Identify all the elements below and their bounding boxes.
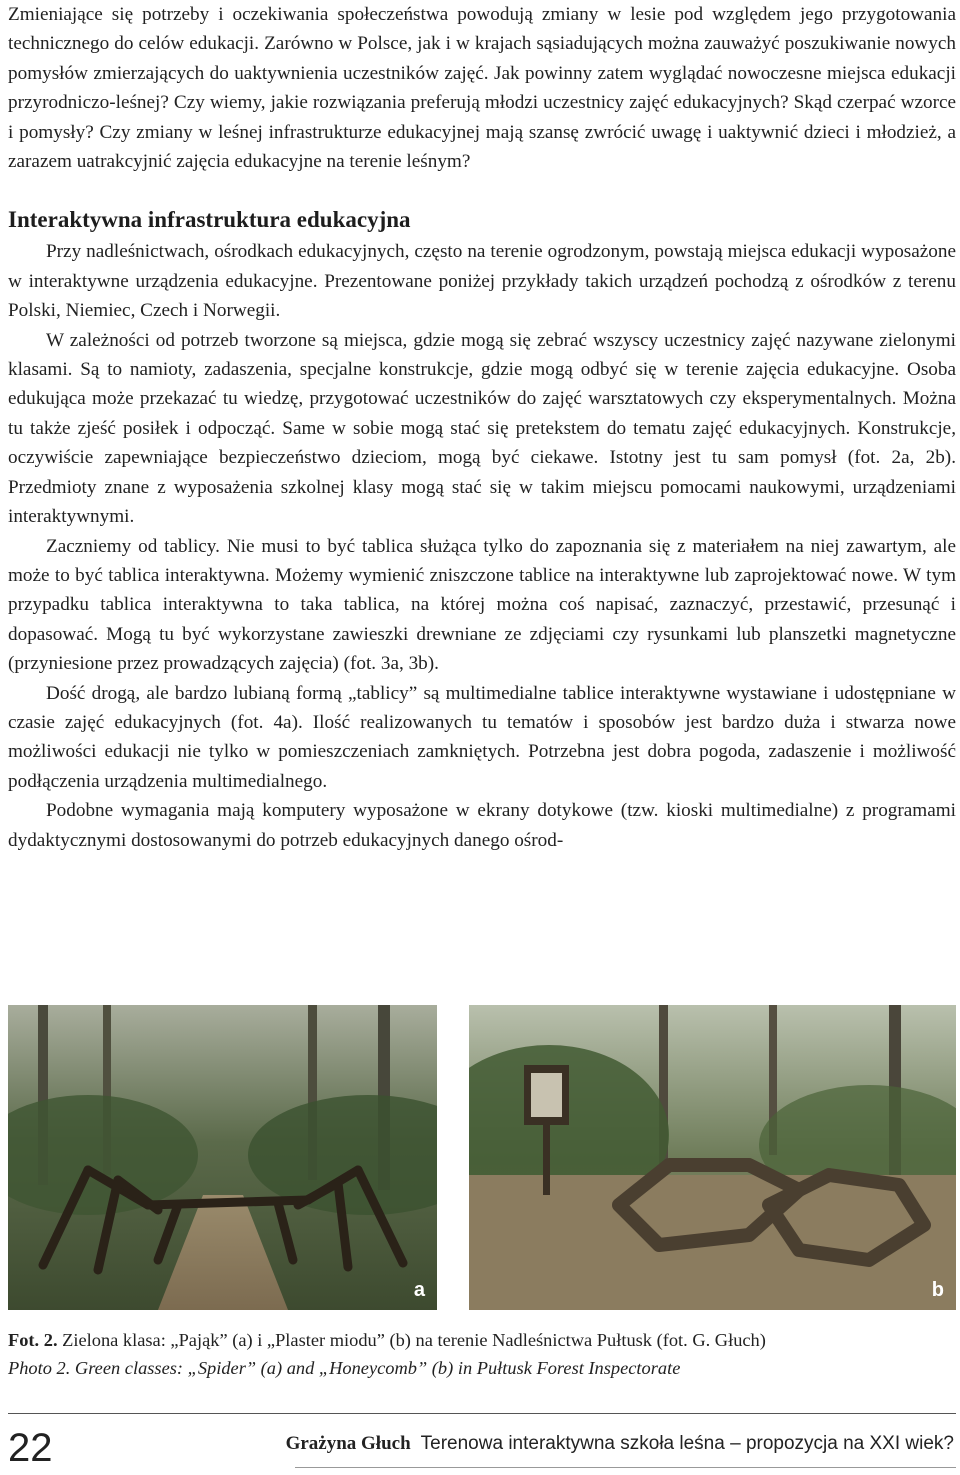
caption-lead: Fot. 2. (8, 1330, 58, 1350)
photo-label-b: b (931, 1279, 944, 1301)
section-heading: Interaktywna infrastruktura edukacyjna (8, 207, 411, 233)
footer-title: Terenowa interaktywna szkoła leśna – propozycja na XXI wiek? (420, 1433, 954, 1454)
intro-paragraph: Zmieniające się potrzeby i oczekiwania społeczeństwa powodują zmiany w lesie pod względem jego przygotowania technicznego do celów edukacji. Zarówno w Polsce, jak i w krajach sąsiadujących można zauważyć poszukiwanie nowych pomysłów zmierzających do uaktywnienia uczestników zajęć. Jak powinny zatem wyglądać nowoczesne miejsca edukacji przyrodniczo-leśnej? Czy wiemy, jakie rozwiązania preferują młodzi uczestnicy zajęć edukacyjnych? Skąd czerpać wzorce i pomysły? Czy zmiany w leśnej infrastrukturze edukacyjnej mają szansę zwrócić uwagę i uaktywnić dzieci i młodzież, a zarazem uatrakcyjnić zajęcia edukacyjne na terenie leśnym? (8, 4, 956, 173)
paragraph-2: W zależności od potrzeb tworzone są miejsca, gdzie mogą się zebrać wszyscy uczestnicy zajęć nazywane zielonymi klasami. Są to namioty, zadaszenia, specjalne konstrukcje, gdzie mogą odbyć się w terenie zajęcia edukacyjne. Osoba edukująca może przekazać tu wiedzę, przygotować uczestników do zajęć warsztatowych czy eksperymentalnych. Można tu także zjeść posiłek i odpocząć. Same w sobie mogą stać się pretekstem do tematu zajęć edukacyjnych. Konstrukcje, oczywiście zapewniające bezpieczeństwo dzieciom, mogą być ciekawe. Istotny jest tu sam pomysł (fot. 2a, 2b). Przedmioty znane z wyposażenia szkolnej klasy mogą stać się w takim miejscu pomocami naukowymi, urządzeniami interaktywnymi. (8, 329, 956, 528)
honeycomb-photo-image (469, 1005, 956, 1310)
caption-english: Photo 2. Green classes: „Spider” (a) and „Honeycomb” (b) in Pułtusk Forest Inspectorate (8, 1358, 681, 1378)
photo-figure (8, 1005, 956, 1310)
paragraph-3: Zaczniemy od tablicy. Nie musi to być tablica służąca tylko do zapoznania się z materiałem na niej zawartym, ale może to być tablica interaktywna. Możemy wymienić zniszczone tablice na interaktywne lub zaprojektować nowe. W tym przypadku tablica interaktywna to taka tablica, na której można coś napisać, zaznaczyć, przestawić, przesunąć i dopasować. Mogą tu być wykorzystane zawieszki drewniane ze zdjęciami czy rysunkami lub planszetki magnetyczne (przyniesione przez prowadzących zajęcia) (fot. 3a, 3b). (8, 535, 956, 675)
article-page (8, 0, 956, 855)
page-number: 22 (8, 1426, 53, 1470)
running-footer (286, 1433, 954, 1455)
photo-honeycomb (469, 1005, 956, 1310)
caption-polish (8, 1326, 956, 1354)
photo-spider (8, 1005, 437, 1310)
paragraph-4: Dość drogą, ale bardzo lubianą formą „tablicy” są multimedialne tablice interaktywne wystawiane i udostępniane w czasie zajęć edukacyjnych (fot. 4a). Ilość realizowanych tu tematów i sposobów jest bardzo duża i stwarza nowe możliwości edukacji nie tylko w pomieszczeniach zamkniętych. Potrzebna jest dobra pogoda, zadaszenie i możliwość podłączenia urządzenia multimedialnego. (8, 682, 956, 792)
paragraph-5: Podobne wymagania mają komputery wyposażone w ekrany dotykowe (tzw. kioski multimedialne) z programami dydaktycznymi dostosowanymi do potrzeb edukacyjnych danego ośrod- (8, 800, 956, 851)
footer-underline (295, 1467, 956, 1468)
spider-photo-image (8, 1005, 437, 1310)
figure-caption (8, 1326, 956, 1382)
paragraph-1: Przy nadleśnictwach, ośrodkach edukacyjnych, często na terenie ogrodzonym, powstają miejsca edukacji wyposażone w interaktywne urządzenia edukacyjne. Prezentowane poniżej przykłady takich urządzeń pochodzą z ośrodków z terenu Polski, Niemiec, Czech i Norwegii. (8, 241, 956, 322)
footer-divider (8, 1413, 956, 1414)
footer-author: Grażyna Głuch (285, 1433, 411, 1454)
photo-label-a: a (413, 1279, 425, 1301)
caption-polish-text: Zielona klasa: „Pająk” (a) i „Plaster miodu” (b) na terenie Nadleśnictwa Pułtusk (fot. G. Głuch) (62, 1330, 766, 1350)
